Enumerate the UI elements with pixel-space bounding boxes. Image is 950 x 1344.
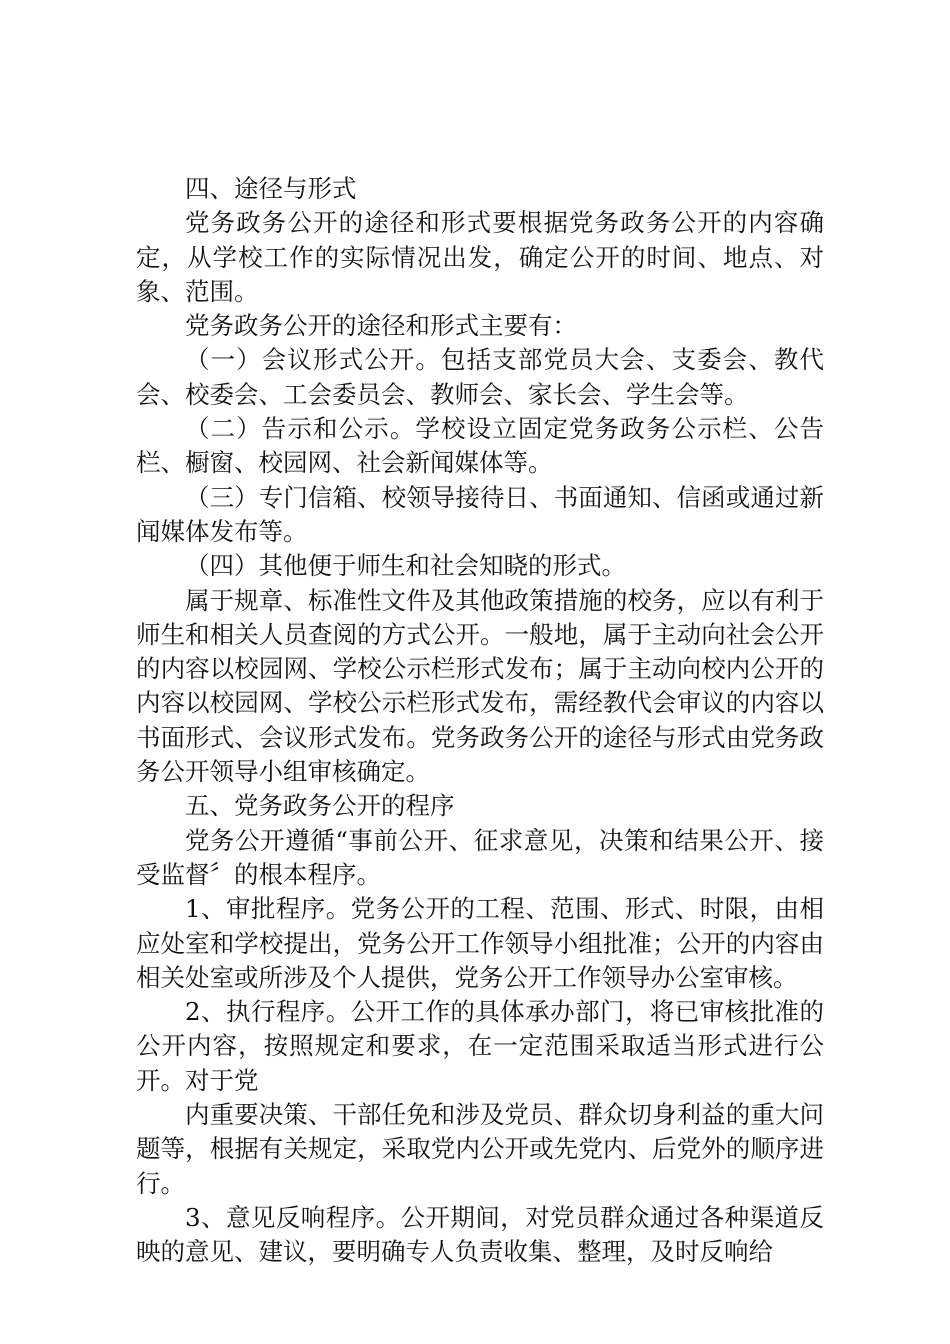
- paragraph: 属于规章、标准性文件及其他政策措施的校务，应以有利于师生和相关人员查阅的方式公开。一般地，属于主动向社会公开的内容以校园网、学校公示栏形式发布；属于主动向校内公开的内容以校园网、学校公示栏形式发布，需经教代会审议的内容以书面形式、会议形式发布。党务政务公开的途径与形式由党务政务公开领导小组审核确定。: [136, 585, 824, 787]
- paragraph: （三）专门信箱、校领导接待日、书面通知、信函或通过新闻媒体发布等。: [136, 482, 824, 546]
- paragraph: 党务政务公开的途径和形式主要有：: [185, 311, 577, 341]
- section-heading: 四、途径与形式: [185, 174, 357, 203]
- paragraph: （二）告示和公示。学校设立固定党务政务公示栏、公告栏、橱窗、校园网、社会新闻媒体等。: [136, 414, 824, 478]
- paragraph: 3、意见反响程序。公开期间，对党员群众通过各种渠道反映的意见、建议，要明确专人负责收集、整理，及时反响给: [136, 1202, 824, 1267]
- paragraph: 2、执行程序。公开工作的具体承办部门，将已审核批准的公开内容，按照规定和要求，在一定范围采取适当形式进行公开。对于党: [136, 997, 824, 1095]
- paragraph: 党务公开遵循“事前公开、征求意见，决策和结果公开、接受监督〞的根本程序。: [136, 825, 824, 889]
- paragraph: （一）会议形式公开。包括支部党员大会、支委会、教代会、校委会、工会委员会、教师会、家长会、学生会等。: [136, 345, 824, 409]
- section-heading: 五、党务政务公开的程序: [185, 791, 455, 821]
- paragraph: 党务政务公开的途径和形式要根据党务政务公开的内容确定，从学校工作的实际情况出发，确定公开的时间、地点、对象、范围。: [136, 208, 824, 306]
- paragraph: （四）其他便于师生和社会知晓的形式。: [185, 551, 626, 581]
- paragraph: 内重要决策、干部任免和涉及党员、群众切身利益的重大问题等，根据有关规定，采取党内公开或先党内、后党外的顺序进行。: [136, 1100, 824, 1198]
- document-page: [136, 172, 824, 1270]
- paragraph: 1、审批程序。党务公开的工程、范围、形式、时限，由相应处室和学校提出，党务公开工作领导小组批准；公开的内容由相关处室或所涉及个人提供，党务公开工作领导办公室审核。: [136, 894, 824, 992]
